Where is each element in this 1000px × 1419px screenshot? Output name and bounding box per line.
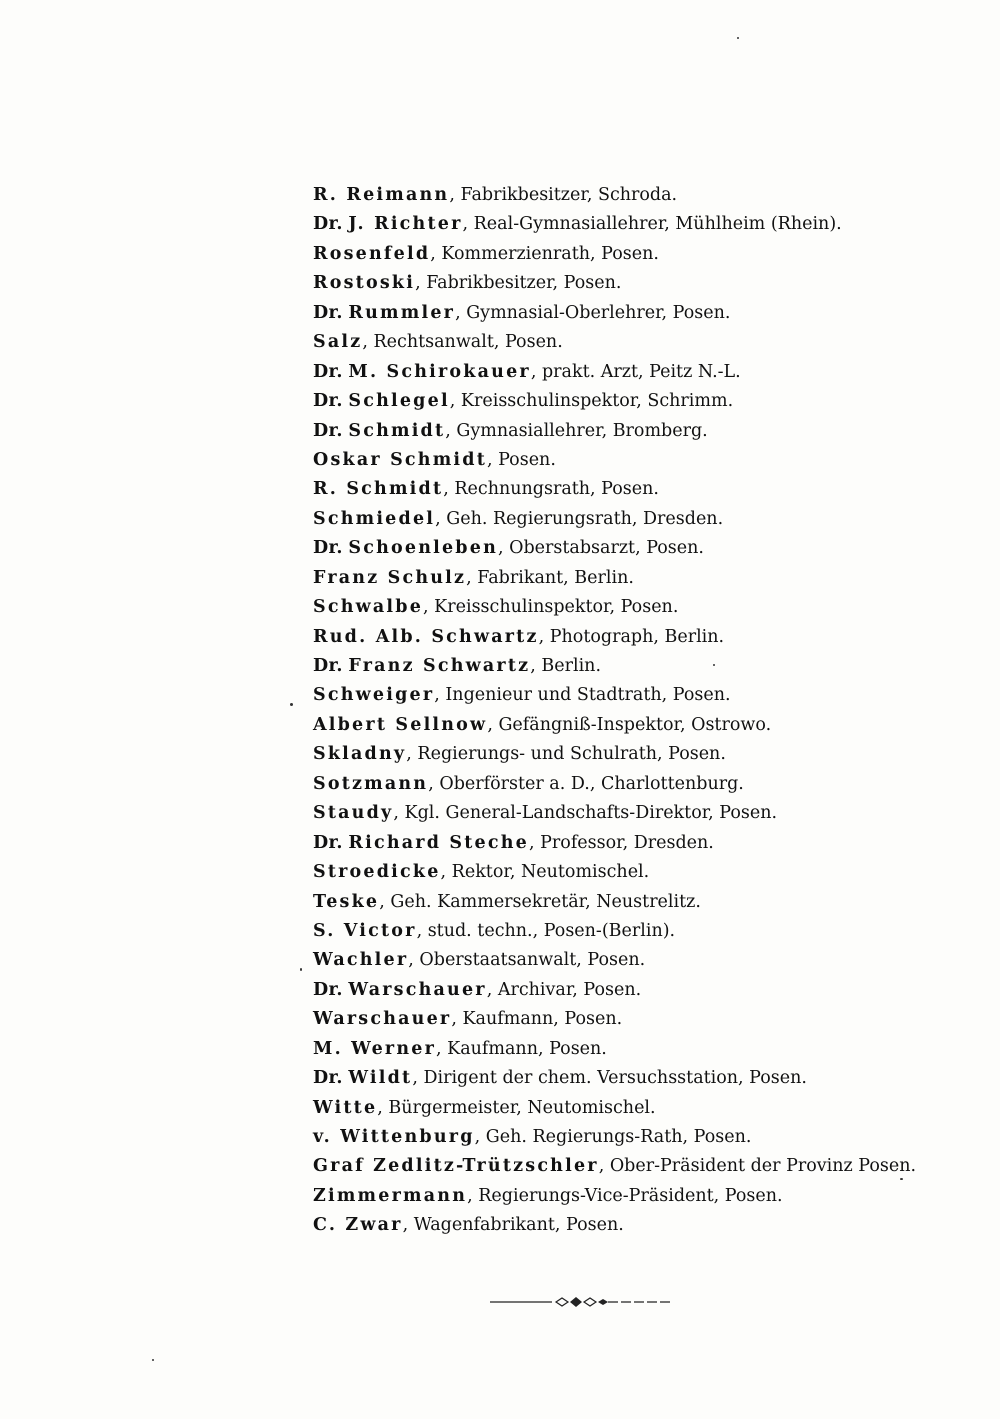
entry-title: Dr. <box>313 420 343 441</box>
list-item <box>313 1035 953 1064</box>
entry-name: Warschauer <box>348 979 487 1000</box>
list-item <box>313 1152 953 1181</box>
entry-details: , Dirigent der chem. Versuchsstation, Posen. <box>412 1068 807 1089</box>
list-item <box>313 593 953 622</box>
entry-title: Dr. <box>313 361 343 382</box>
list-item <box>313 946 953 975</box>
entry-details: , Rektor, Neutomischel. <box>440 862 650 883</box>
list-item <box>313 1211 953 1240</box>
list-item <box>313 299 953 328</box>
entry-details: , Berlin. <box>530 656 602 676</box>
entry-details: , Oberförster a. D., Charlottenburg. <box>428 773 744 794</box>
entry-details: , Kommerzienrath, Posen. <box>430 243 659 264</box>
entry-title: Dr. <box>313 656 343 676</box>
entry-details: , Wagenfabrikant, Posen. <box>402 1215 624 1236</box>
entry-name: Warschauer <box>313 1009 452 1030</box>
entry-details: , Gefängniß-Inspektor, Ostrowo. <box>487 714 772 735</box>
entry-name: R. Reimann <box>313 185 450 205</box>
entry-details: , Fabrikbesitzer, Posen. <box>415 273 622 294</box>
entry-details: , Geh. Kammersekretär, Neustrelitz. <box>379 891 701 912</box>
entry-title: Dr. <box>313 832 343 853</box>
list-item <box>313 1123 953 1152</box>
entry-details: , Geh. Regierungs-Rath, Posen. <box>474 1127 752 1147</box>
entry-name: M. Werner <box>313 1038 437 1059</box>
entry-details: , Real-Gymnasiallehrer, Mühlheim (Rhein). <box>462 214 842 235</box>
entry-name: S. Victor <box>313 920 417 941</box>
entry-title: Dr. <box>313 979 343 1000</box>
entry-title: Dr. <box>313 391 343 412</box>
entry-name: Stroedicke <box>313 862 441 883</box>
list-item <box>313 387 953 416</box>
entry-details: , Regierungs- und Schulrath, Posen. <box>406 744 726 765</box>
entry-name: Rummler <box>348 302 456 323</box>
entry-details: , Fabrikant, Berlin. <box>466 567 634 588</box>
entry-name: Schlegel <box>348 391 450 412</box>
entry-name: Richard Steche <box>348 832 530 853</box>
entry-details: , Oberstaatsanwalt, Posen. <box>408 950 646 971</box>
list-item <box>313 269 953 298</box>
entry-name: Franz Schwartz <box>348 656 531 676</box>
list-item <box>313 652 953 681</box>
entry-name: Albert Sellnow <box>313 714 488 735</box>
entry-details: , Posen. <box>486 449 556 470</box>
entry-details: , Gymnasial-Oberlehrer, Posen. <box>455 302 731 323</box>
list-item <box>313 1094 953 1123</box>
list-item <box>313 770 953 799</box>
list-item <box>313 210 953 239</box>
list-item <box>313 534 953 563</box>
entry-name: Salz <box>313 332 363 353</box>
entry-name: Schoenleben <box>348 538 498 559</box>
entry-title: Dr. <box>313 302 343 323</box>
entry-details: , Ober-Präsident der Provinz Posen. <box>598 1156 917 1177</box>
entry-name: Graf Zedlitz-Trützschler <box>313 1156 599 1177</box>
entry-name: Franz Schulz <box>313 567 467 588</box>
entry-details: , Kgl. General-Landschafts-Direktor, Posen. <box>393 803 778 824</box>
entry-title: Dr. <box>313 214 343 235</box>
entry-name: M. Schirokauer <box>348 361 531 382</box>
entry-details: , Bürgermeister, Neutomischel. <box>377 1097 656 1118</box>
entry-name: Schmiedel <box>313 508 436 529</box>
entry-name: Rosenfeld <box>313 243 431 264</box>
list-item <box>313 976 953 1005</box>
list-item <box>313 240 953 269</box>
entry-details: , Rechtsanwalt, Posen. <box>362 332 563 353</box>
list-item <box>313 328 953 357</box>
entry-details: , Fabrikbesitzer, Schroda. <box>449 185 678 205</box>
entry-name: Schweiger <box>313 685 435 706</box>
list-item <box>313 446 953 475</box>
entry-name: J. Richter <box>348 214 463 235</box>
entry-name: Rostoski <box>313 273 416 294</box>
entry-name: R. Schmidt <box>313 479 444 500</box>
entry-details: , Kreisschulinspektor, Posen. <box>423 597 679 618</box>
list-item <box>313 858 953 887</box>
entry-details: , Oberstabsarzt, Posen. <box>498 538 704 559</box>
entry-name: Schmidt <box>348 420 446 441</box>
member-list <box>313 181 953 1241</box>
entry-details: , Professor, Dresden. <box>529 832 714 853</box>
entry-name: Witte <box>313 1097 378 1118</box>
entry-details: , Regierungs-Vice-Präsident, Posen. <box>467 1185 783 1206</box>
list-item <box>313 829 953 858</box>
entry-title: Dr. <box>313 1068 343 1089</box>
list-item <box>313 505 953 534</box>
list-item <box>313 917 953 946</box>
entry-details: , Photograph, Berlin. <box>538 626 725 647</box>
list-item <box>313 1005 953 1034</box>
entry-name: v. Wittenburg <box>313 1127 475 1147</box>
entry-details: , Kaufmann, Posen. <box>436 1038 607 1059</box>
diamond-rule-ornament-icon <box>490 1292 670 1312</box>
list-item <box>313 711 953 740</box>
list-item <box>313 417 953 446</box>
entry-name: Zimmermann <box>313 1185 468 1206</box>
entry-name: Schwalbe <box>313 597 424 618</box>
list-item <box>313 1064 953 1093</box>
entry-details: , Rechnungsrath, Posen. <box>443 479 659 500</box>
list-item <box>313 799 953 828</box>
entry-details: , Geh. Regierungsrath, Dresden. <box>435 508 724 529</box>
list-item <box>313 681 953 710</box>
entry-details: , Archivar, Posen. <box>486 979 642 1000</box>
entry-name: Wachler <box>313 950 409 971</box>
entry-details: , prakt. Arzt, Peitz N.-L. <box>530 361 741 382</box>
entry-details: , Kreisschulinspektor, Schrimm. <box>449 391 734 412</box>
entry-details: , Gymnasiallehrer, Bromberg. <box>445 420 708 441</box>
list-item <box>313 740 953 769</box>
list-item <box>313 564 953 593</box>
entry-details: , Kaufmann, Posen. <box>451 1009 623 1030</box>
entry-name: C. Zwar <box>313 1215 403 1236</box>
list-item <box>313 888 953 917</box>
list-item <box>313 1182 953 1211</box>
list-item <box>313 623 953 652</box>
entry-details: , stud. techn., Posen-(Berlin). <box>416 920 676 941</box>
list-item <box>313 475 953 504</box>
entry-name: Skladny <box>313 744 407 765</box>
entry-details: , Ingenieur und Stadtrath, Posen. <box>434 685 731 706</box>
entry-name: Sotzmann <box>313 773 429 794</box>
entry-name: Oskar Schmidt <box>313 449 487 470</box>
list-item <box>313 181 953 210</box>
entry-name: Teske <box>313 891 380 912</box>
entry-name: Rud. Alb. Schwartz <box>313 626 539 647</box>
entry-title: Dr. <box>313 538 343 559</box>
entry-name: Staudy <box>313 803 394 824</box>
entry-name: Wildt <box>348 1068 413 1089</box>
list-item <box>313 358 953 387</box>
